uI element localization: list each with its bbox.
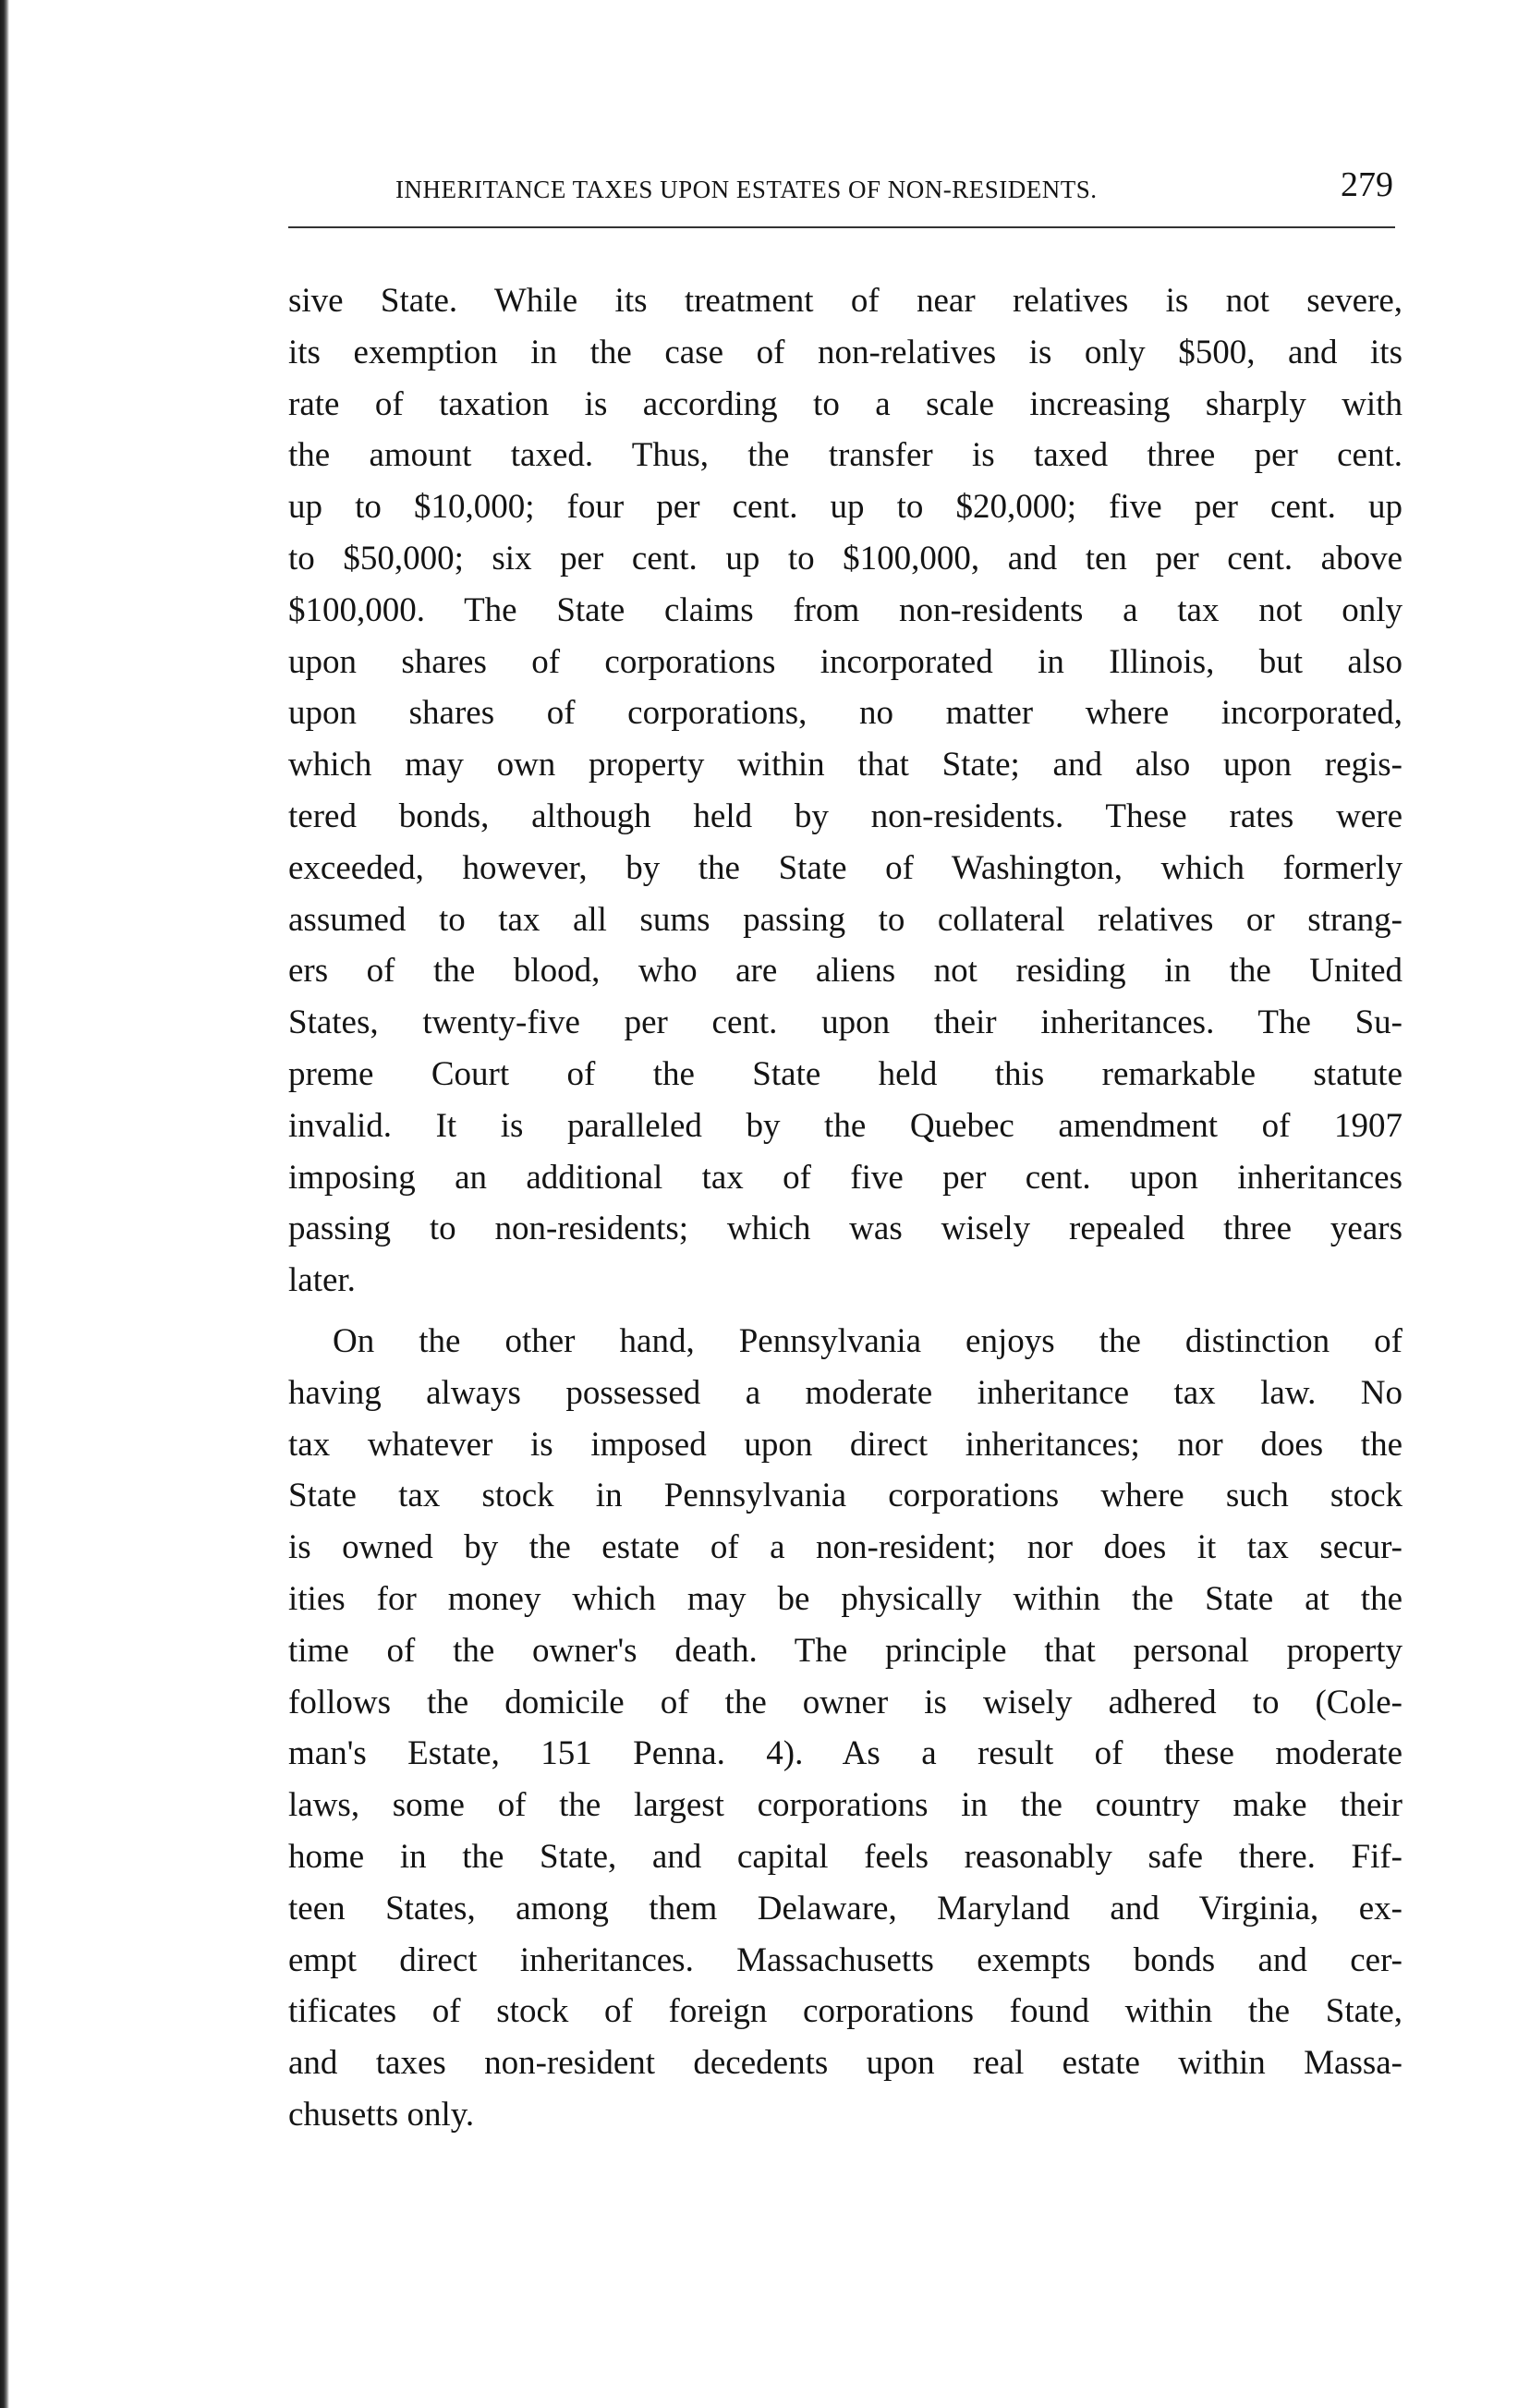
- text-line: assumed to tax all sums passing to collateral relatives or strang-: [288, 900, 1402, 939]
- text-line: upon shares of corporations incorporated in Illinois, but also: [288, 642, 1402, 681]
- text-line: sive State. While its treatment of near relatives is not severe,: [288, 282, 1402, 320]
- text-line: the amount taxed. Thus, the transfer is taxed three per cent.: [288, 436, 1402, 475]
- running-head: [395, 164, 1402, 211]
- text-line: On the other hand, Pennsylvania enjoys the distinction of: [333, 1321, 1402, 1360]
- paragraph: [288, 1316, 1402, 2141]
- text-line: tered bonds, although held by non-residents. These rates were: [288, 797, 1402, 835]
- text-line: to $50,000; six per cent. up to $100,000, and ten per cent. above: [288, 539, 1402, 578]
- text-line: rate of taxation is according to a scale increasing sharply with: [288, 384, 1402, 423]
- text-line: ers of the blood, who are aliens not residing in the United: [288, 952, 1402, 991]
- page-binding-edge: [0, 0, 9, 2408]
- text-line: empt direct inheritances. Massachusetts exempts bonds and cer-: [288, 1940, 1402, 1979]
- running-title: INHERITANCE TAXES UPON ESTATES OF NON-RESIDENTS.: [395, 176, 1098, 203]
- header-rule: [288, 226, 1395, 228]
- text-line: which may own property within that State; and also upon regis-: [288, 746, 1402, 784]
- text-line: is owned by the estate of a non-resident; nor does it tax secur-: [288, 1528, 1402, 1567]
- text-line: ities for money which may be physically within the State at the: [288, 1579, 1402, 1618]
- text-line: home in the State, and capital feels reasonably safe there. Fif-: [288, 1837, 1402, 1876]
- text-line: exceeded, however, by the State of Washington, which formerly: [288, 848, 1402, 887]
- text-line: its exemption in the case of non-relatives is only $500, and its: [288, 333, 1402, 371]
- text-line: preme Court of the State held this remarkable statute: [288, 1054, 1402, 1093]
- text-line: and taxes non-resident decedents upon real estate within Massa-: [288, 2044, 1402, 2083]
- text-line: State tax stock in Pennsylvania corporations where such stock: [288, 1477, 1402, 1515]
- text-line: time of the owner's death. The principle that personal property: [288, 1631, 1402, 1670]
- text-line: $100,000. The State claims from non-residents a tax not only: [288, 590, 1402, 629]
- text-line: passing to non-residents; which was wisely repealed three years: [288, 1210, 1402, 1248]
- text-line: later.: [288, 1261, 356, 1300]
- text-line: invalid. It is paralleled by the Quebec amendment of 1907: [288, 1106, 1402, 1145]
- text-line: States, twenty-five per cent. upon their inheritances. The Su-: [288, 1003, 1402, 1042]
- text-line: man's Estate, 151 Penna. 4). As a result of these moderate: [288, 1734, 1402, 1773]
- page-number: 279: [1341, 165, 1393, 204]
- text-line: tax whatever is imposed upon direct inheritances; nor does the: [288, 1425, 1402, 1464]
- body-text: [288, 275, 1402, 2141]
- text-line: up to $10,000; four per cent. up to $20,000; five per cent. up: [288, 488, 1402, 527]
- text-line: follows the domicile of the owner is wisely adhered to (Cole-: [288, 1683, 1402, 1721]
- text-line: imposing an additional tax of five per cent. upon inheritances: [288, 1158, 1402, 1197]
- text-line: chusetts only.: [288, 2095, 475, 2134]
- paragraph-spacer: [288, 1307, 1402, 1316]
- paragraph: [288, 275, 1402, 1307]
- text-line: teen States, among them Delaware, Maryland and Virginia, ex-: [288, 1889, 1402, 1928]
- text-line: tificates of stock of foreign corporations found within the State,: [288, 1992, 1402, 2031]
- text-line: laws, some of the largest corporations in the country make their: [288, 1786, 1402, 1825]
- text-line: upon shares of corporations, no matter where incorporated,: [288, 694, 1402, 733]
- text-line: having always possessed a moderate inheritance tax law. No: [288, 1373, 1402, 1412]
